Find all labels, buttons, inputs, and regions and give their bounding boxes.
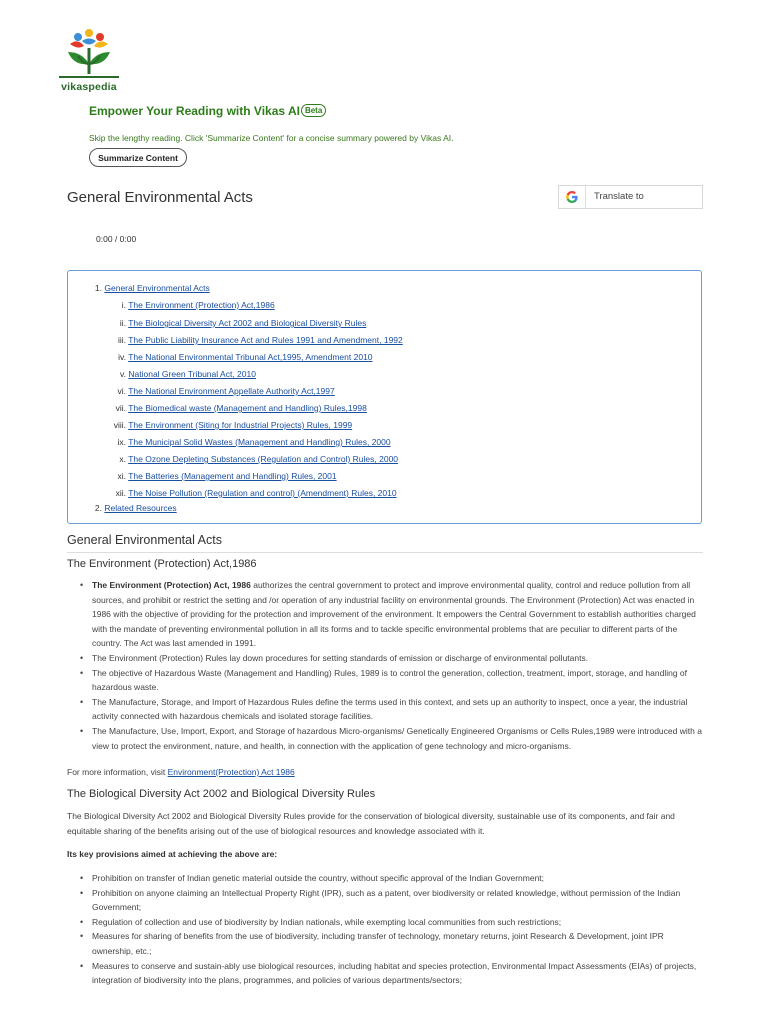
list-item-text: Prohibition on transfer of Indian genetic material outside the country, without specific approval of the Indian Government;: [92, 873, 545, 883]
list-item: [92, 886, 704, 915]
toc-item[interactable]: [112, 300, 275, 310]
toc-link[interactable]: National Green Tribunal Act, 2010: [128, 369, 256, 379]
list-item: [92, 959, 704, 988]
more-info-line: [67, 765, 295, 780]
key-provisions-label: Its key provisions aimed at achieving the above are:: [67, 849, 278, 859]
toc-link[interactable]: The Biomedical waste (Management and Handling) Rules,1998: [128, 403, 367, 413]
toc-number: vii.: [115, 403, 126, 413]
toc-link[interactable]: The Noise Pollution (Regulation and control) (Amendment) Rules, 2010: [128, 488, 397, 498]
toc-link[interactable]: The Batteries (Management and Handling) Rules, 2001: [128, 471, 337, 481]
toc-item[interactable]: [112, 335, 403, 345]
toc-link[interactable]: The Ozone Depleting Substances (Regulation and Control) Rules, 2000: [128, 454, 399, 464]
list-item: [92, 666, 704, 695]
toc-item[interactable]: [92, 283, 210, 293]
list-item-text: Measures to conserve and sustain-ably use biological resources, including habitat and species protection, Environmental Impact Assessments (EIAs) of projects, integration of biodiversity into the plans, programmes, and policies of various departments/sectors;: [92, 960, 697, 986]
bold-term: The Environment (Protection) Act, 1986: [92, 580, 251, 590]
promo-title: [89, 104, 326, 118]
list-item: [92, 915, 704, 930]
list-item: [92, 929, 704, 958]
toc-item[interactable]: [112, 403, 367, 413]
list-item: [92, 724, 704, 753]
toc-number: viii.: [113, 420, 126, 430]
promo-title-text: Empower Your Reading with Vikas AI: [89, 104, 300, 118]
toc-link[interactable]: Related Resources: [104, 503, 177, 513]
list-item-text: The objective of Hazardous Waste (Management and Handling) Rules, 1989 is to control the generation, collection, treatment, import, storage, and handling of hazardous waste.: [92, 667, 688, 693]
toc-item[interactable]: [112, 437, 391, 447]
list-item-text: The Environment (Protection) Rules lay down procedures for setting standards of emission or discharge of environmental pollutants.: [92, 652, 589, 663]
toc-item[interactable]: [112, 318, 366, 328]
subsection-heading: The Biological Diversity Act 2002 and Biological Diversity Rules: [67, 788, 376, 800]
list-item-text: Regulation of collection and use of biodiversity by Indian nationals, while exempting local communities from such restrictions;: [92, 916, 562, 927]
toc-item[interactable]: [112, 352, 373, 362]
list-item: [92, 578, 704, 651]
toc-item[interactable]: [112, 488, 397, 498]
list-item-text: authorizes the central government to protect and improve environmental quality, control and reduce pollution from all sources, and prohibit or restrict the setting and /or operation of any industrial facility on environmental grounds. The Environment (Protection) Act was enacted in 1986 with the objective of providing for the protection and improvement of the environment. It empowers the Central Government to establish authorities charged with the mandate of preventing environmental pollution in all its forms and to tackle specific environmental problems that are peculiar to different parts of the country. The Act was last amended in 1991.: [92, 580, 696, 649]
summarize-content-button[interactable]: Summarize Content: [89, 148, 187, 167]
toc-link[interactable]: The Environment (Protection) Act,1986: [128, 300, 275, 310]
page-title: General Environmental Acts: [67, 189, 253, 206]
toc-link[interactable]: The Municipal Solid Wastes (Management and Handling) Rules, 2000: [128, 437, 391, 447]
toc-item[interactable]: [112, 369, 256, 379]
bottom-fade-overlay: [0, 990, 768, 1024]
toc-number: xi.: [117, 471, 126, 481]
list-item: [92, 651, 704, 666]
toc-item[interactable]: [92, 503, 177, 513]
toc-link[interactable]: The National Environment Appellate Authority Act,1997: [128, 386, 335, 396]
list-item-text: The Manufacture, Use, Import, Export, and Storage of hazardous Micro-organisms/ Genetically Engineered Organisms or Cells Rules,1989 were introduced with a view to protect the environment, nature, and health, in connection with the application of gene technology and micro-organisms.: [92, 725, 702, 751]
more-info-prefix: For more information, visit: [67, 767, 168, 777]
logo-figures-icon: [56, 28, 122, 82]
audio-time: 0:00 / 0:00: [96, 234, 137, 244]
toc-number: 1.: [94, 283, 102, 293]
more-info-link[interactable]: Environment(Protection) Act 1986: [167, 767, 295, 777]
list-item: [92, 695, 704, 724]
bullet-list: [92, 578, 704, 753]
list-item: [92, 871, 704, 886]
translate-label: Translate to: [594, 191, 644, 202]
list-item-text: Measures for sharing of benefits from the use of biodiversity, including transfer of technology, monetary returns, joint Research & Development, joint IPR ownership, etc.;: [92, 931, 664, 956]
toc-link[interactable]: General Environmental Acts: [104, 283, 210, 293]
section-divider: [67, 552, 703, 553]
toc-number: iii.: [117, 335, 126, 345]
toc-link[interactable]: The National Environmental Tribunal Act,1995, Amendment 2010: [128, 352, 373, 362]
beta-badge: Beta: [301, 104, 326, 117]
translate-dropdown[interactable]: [558, 185, 703, 209]
table-of-contents: [67, 270, 702, 524]
list-item-text: The Manufacture, Storage, and Import of Hazardous Rules define the terms used in this context, and sets up an authority to inspect, once a year, the industrial activity connected with hazardous chemicals and isolated storage facilities.: [92, 696, 688, 722]
toc-number: ii.: [119, 318, 126, 328]
toc-item[interactable]: [112, 386, 335, 396]
subsection-heading: The Environment (Protection) Act,1986: [67, 558, 257, 570]
logo-text: vikaspedia: [61, 81, 117, 93]
translate-separator: [585, 186, 586, 208]
google-g-icon: [565, 190, 579, 204]
toc-number: vi.: [117, 386, 126, 396]
section-heading: General Environmental Acts: [67, 533, 222, 547]
toc-number: i.: [121, 300, 126, 310]
toc-link[interactable]: The Public Liability Insurance Act and Rules 1991 and Amendment, 1992: [128, 335, 403, 345]
toc-number: 2.: [94, 503, 102, 513]
toc-number: iv.: [118, 352, 126, 362]
intro-paragraph: The Biological Diversity Act 2002 and Biological Diversity Rules provide for the conservation of biological diversity, sustainable use of its components, and fair and equitable sharing of the benefits arising out of the use of biological resources and knowledge associated with it.: [67, 811, 675, 836]
toc-number: xii.: [115, 488, 126, 498]
promo-subtitle: Skip the lengthy reading. Click 'Summarize Content' for a concise summary powered by Vikas AI.: [89, 133, 454, 143]
toc-item[interactable]: [112, 454, 398, 464]
toc-item[interactable]: [112, 471, 337, 481]
toc-number: ix.: [117, 437, 126, 447]
bullet-list: [92, 871, 704, 988]
toc-number: v.: [120, 369, 126, 379]
toc-number: x.: [119, 454, 126, 464]
toc-link[interactable]: The Biological Diversity Act 2002 and Biological Diversity Rules: [128, 318, 367, 328]
list-item-text: Prohibition on anyone claiming an Intellectual Property Right (IPR), such as a patent, over biodiversity or related knowledge, without permission of the Indian Government;: [92, 887, 681, 913]
vikaspedia-logo[interactable]: [56, 28, 122, 98]
toc-item[interactable]: [112, 420, 352, 430]
toc-link[interactable]: The Environment (Siting for Industrial Projects) Rules, 1999: [128, 420, 353, 430]
